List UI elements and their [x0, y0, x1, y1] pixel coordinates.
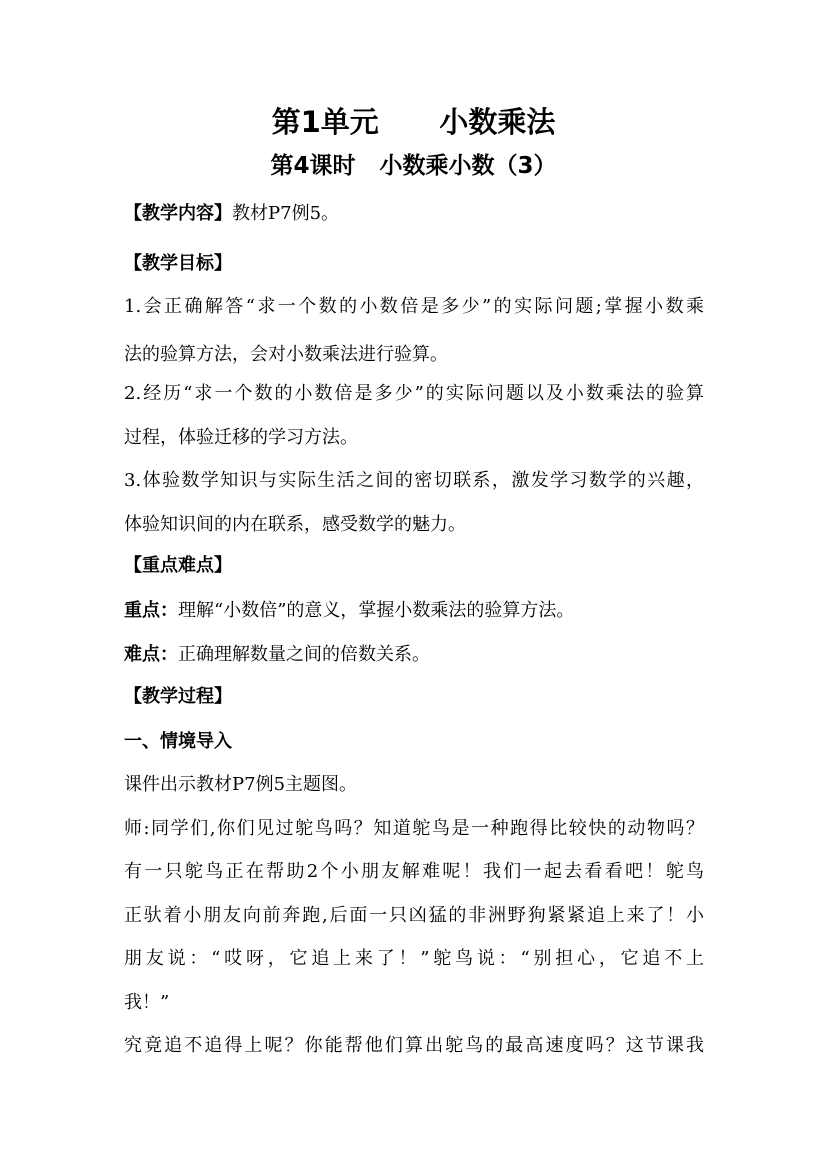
- unit-title: [0, 98, 827, 146]
- objective-line: 法的验算方法，会对小数乘法进行验算。: [124, 344, 448, 365]
- difficulty-point: [124, 640, 704, 670]
- process-line: 正驮着小朋友向前奔跑,后面一只凶猛的非洲野狗紧紧追上来了！小: [124, 905, 704, 926]
- process-line: 朋友说：“哎呀，它追上来了！”鸵鸟说：“别担心，它追不上: [124, 948, 704, 969]
- process-line: 究竟追不追得上呢？你能帮他们算出鸵鸟的最高速度吗？这节课我: [124, 1035, 704, 1056]
- teaching-content-label: 【教学内容】: [124, 203, 232, 224]
- objective-line: 3.体验数学知识与实际生活之间的密切联系，激发学习数学的兴趣，: [124, 470, 704, 491]
- focus-text: 理解“小数倍”的意义，掌握小数乘法的验算方法。: [178, 600, 575, 621]
- process-line: 师:同学们,你们见过鸵鸟吗？知道鸵鸟是一种跑得比较快的动物吗？: [124, 818, 704, 839]
- difficulty-text: 正确理解数量之间的倍数关系。: [178, 644, 430, 665]
- process-line: 课件出示教材P7例5主题图。: [124, 774, 358, 795]
- focus-label: 重点：: [124, 600, 178, 621]
- objective-line: 体验知识间的内在联系，感受数学的魅力。: [124, 514, 466, 535]
- teaching-content-text: 教材P7例5。: [232, 203, 340, 224]
- objective-line: 过程，体验迁移的学习方法。: [124, 427, 358, 448]
- process-line: 有一只鸵鸟正在帮助2个小朋友解难呢！我们一起去看看吧！鸵鸟: [124, 861, 704, 882]
- focus-point: [124, 596, 704, 626]
- difficulty-label: 难点：: [124, 644, 178, 665]
- objective-line: 2.经历“求一个数的小数倍是多少”的实际问题以及小数乘法的验算: [124, 383, 704, 404]
- lesson-number: 第4课时: [270, 153, 356, 179]
- objective-line: 1.会正确解答“求一个数的小数倍是多少”的实际问题;掌握小数乘: [124, 296, 704, 317]
- process-heading: 【教学过程】: [124, 686, 232, 707]
- lesson-title: [0, 146, 827, 186]
- section-heading: 一、情境导入: [124, 731, 232, 752]
- process-line: 我！”: [124, 992, 170, 1013]
- key-points-heading: 【重点难点】: [124, 555, 232, 576]
- unit-number: 第1单元: [271, 105, 379, 139]
- unit-name: 小数乘法: [439, 105, 556, 139]
- teaching-content: [124, 199, 704, 229]
- lesson-name: 小数乘小数（3）: [379, 153, 557, 179]
- objectives-heading: 【教学目标】: [124, 253, 232, 274]
